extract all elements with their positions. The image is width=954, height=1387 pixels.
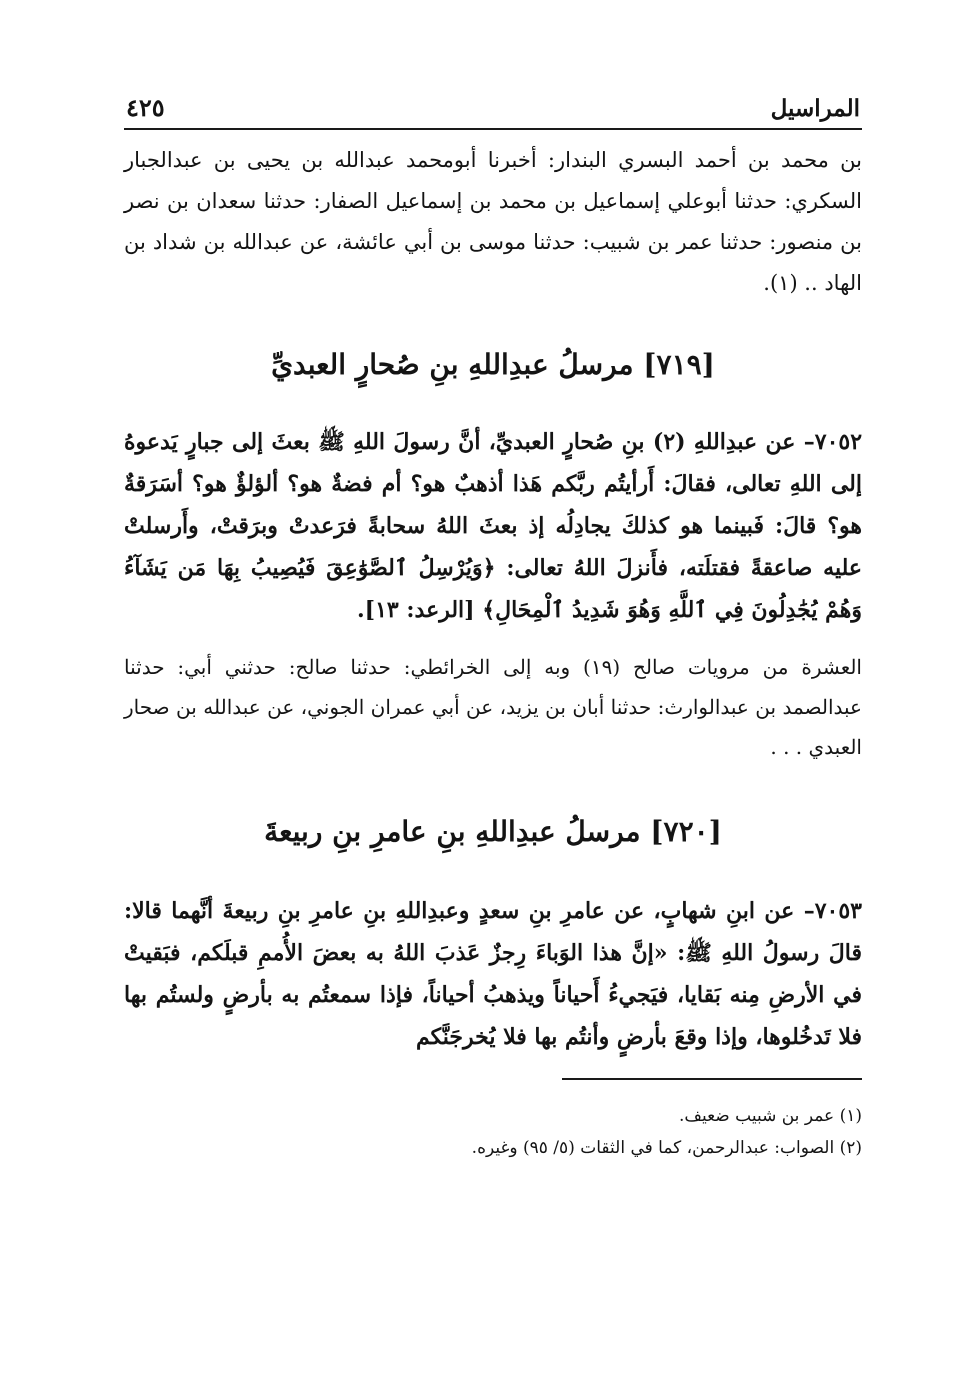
intro-paragraph: بن محمد بن أحمد البسري البندار: أخبرنا أبومحمد عبدالله بن يحيى بن عبدالجبار السكري: حدثنا أبوعلي إسماعيل بن محمد بن إسماعيل الصفار: حدثنا سعدان بن نصر بن منصور: حدثنا عمر بن شبيب: حدثنا موسى بن أبي عائشة، عن عبدالله بن شداد بن الهاد .. (١). bbox=[124, 148, 862, 295]
page-number: ٤٢٥ bbox=[126, 93, 165, 122]
source-paragraph: العشرة من مرويات صالح (١٩) وبه إلى الخرائطي: حدثنا صالح: حدثني أبي: حدثنا عبدالصمد بن عبدالوارث: حدثنا أبان بن يزيد، عن أبي عمران الجوني، عن عبدالله بن صحار العبدي . . . bbox=[124, 655, 862, 759]
hadith-7053: ٧٠٥٣– عن ابنِ شهابٍ، عن عامرِ بنِ سعدٍ وعبدِاللهِ بنِ عامرِ بنِ ربيعةَ أنَّهما قالا: قالَ رسولُ اللهِ ﷺ: «إنَّ هذا الوَباءَ رِجزٌ عَذبَ اللهُ به بعضَ الأُممِ قبلَكم، فبَقيتْ في الأرضِ مِنه بَقايا، فيَجيءُ أَحياناً ويذهبُ أحياناً، فإذا سمعتُم به بأرضٍ ولستُم بها فلا تَدخُلوها، وإذا وقعَ بأرضٍ وأنتُم بها فلا يُخرجَنَّكم bbox=[124, 898, 862, 1050]
section-heading-720: [٧٢٠] مرسلُ عبدِاللهِ بنِ عامرِ بنِ ربيعةَ bbox=[264, 815, 722, 848]
footnote-1: (١) عمر بن شبيب ضعيف. bbox=[678, 1106, 862, 1126]
footnote-2: (٢) الصواب: عبدالرحمن، كما في الثقات (٥/ ٩٥) وغيره. bbox=[471, 1138, 862, 1158]
page-header bbox=[124, 80, 862, 122]
running-title: المراسيل bbox=[770, 95, 860, 122]
hadith-7052: ٧٠٥٢– عن عبدِاللهِ (٢) بنِ صُحارٍ العبديِّ، أنَّ رسولَ اللهِ ﷺ بعثَ إلى جبارٍ يَدعوهُ إلى اللهِ تعالى، فقالَ: أَرأيتُم ربَّكم هَذا أذهبٌ هو؟ أم فضةٌ هو؟ ألؤلؤٌ هو؟ أسَرَقةٌ هو؟ قالَ: فَبينما هو كذلكَ يجادِلُه إذ بعثَ اللهُ سحابةً فرَعدتْ وبرَقتْ، وأَرسلتْ عليه صاعقةً فقتلَته، فأَنزلَ اللهُ تعالى: ﴿وَيُرْسِلُ ٱلصَّوَٰعِقَ فَيُصِيبُ بِهَا مَن يَشَآءُ وَهُمْ يُجَٰدِلُونَ فِي ٱللَّهِ وَهُوَ شَدِيدُ ٱلْمِحَالِ﴾ [الرعد: ١٣]. bbox=[124, 429, 863, 623]
footnote-divider bbox=[562, 1078, 862, 1080]
book-page bbox=[124, 80, 862, 1164]
header-divider bbox=[124, 128, 862, 130]
section-heading-719: [٧١٩] مرسلُ عبدِاللهِ بنِ صُحارٍ العبديِّ bbox=[271, 348, 715, 381]
